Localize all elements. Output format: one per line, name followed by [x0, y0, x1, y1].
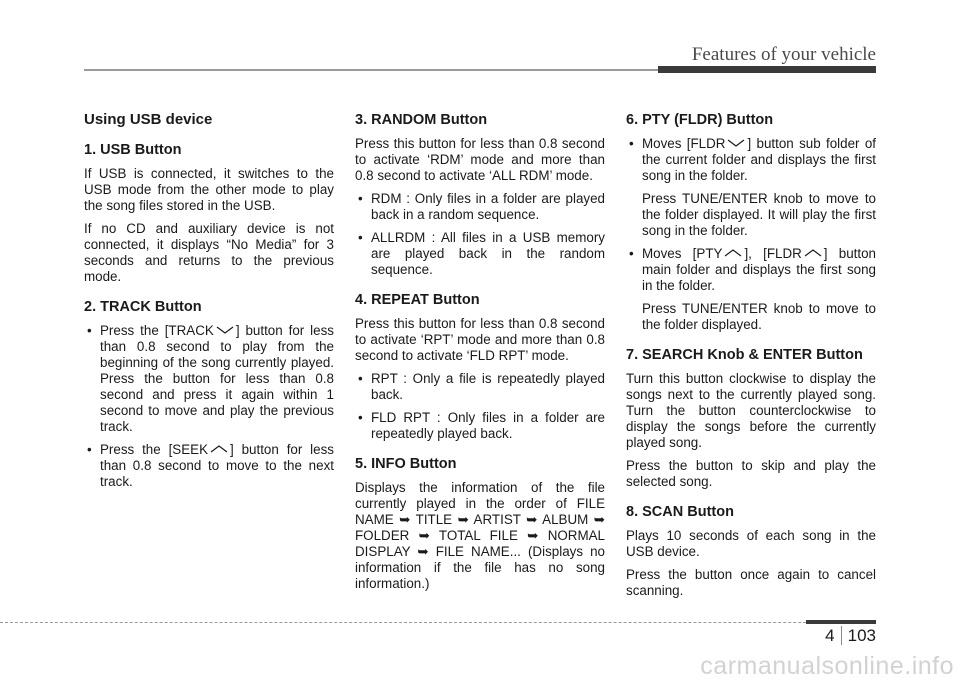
section-title: Using USB device	[84, 111, 213, 128]
chevron-up-icon	[804, 249, 822, 257]
repeat-bullet-2: • FLD RPT : Only files in a folder are repeatedly played back.	[355, 410, 605, 442]
chevron-up-icon	[724, 249, 742, 257]
pty-button-heading: 6. PTY (FLDR) Button	[626, 112, 774, 128]
footer-rule	[0, 622, 876, 623]
track-button-heading: 2. TRACK Button	[84, 299, 202, 315]
chevron-up-icon	[210, 445, 228, 453]
random-paragraph: Press this button for less than 0.8 second to activate ‘RDM’ mode and more than 0.8 second to activate ‘ALL RDM’ mode.	[355, 136, 605, 183]
pty-bullet-1-note: Press TUNE/ENTER knob to move to the folder displayed. It will play the first song in the folder.	[642, 191, 876, 238]
random-bullet-1: • RDM : Only files in a folder are played back in a random sequence.	[355, 191, 605, 223]
pty-bullet-2-note: Press TUNE/ENTER knob to move to the folder displayed.	[642, 301, 876, 332]
track-list	[84, 323, 334, 490]
pty-list-2	[626, 246, 876, 294]
repeat-bullet-1: • RPT : Only a file is repeatedly played back.	[355, 371, 605, 403]
scan-paragraph-2: Press the button once again to cancel scanning.	[626, 567, 876, 598]
info-button-heading: 5. INFO Button	[355, 456, 457, 472]
chevron-down-icon	[727, 139, 745, 147]
track-bullet-2: • Press the [SEEK ] button for less than 0.8 second to move to the next track.	[84, 442, 334, 490]
footer-rule-accent	[806, 620, 876, 624]
random-button-heading: 3. RANDOM Button	[355, 112, 488, 128]
page-number	[825, 626, 876, 646]
repeat-paragraph: Press this button for less than 0.8 second to activate ‘RPT’ mode and more than 0.8 second to activate ‘FLD RPT’ mode.	[355, 316, 605, 363]
usb-paragraph-1: If USB is connected, it switches to the USB mode from the other mode to play the song files stored in the USB.	[84, 166, 334, 213]
header-title: Features of your vehicle	[691, 44, 876, 65]
track-bullet-1: • Press the [TRACK ] button for less than 0.8 second to play from the beginning of the song currently played. Press the button for less than 0.8 second and press it again within 1 second to move and play the previous track.	[84, 323, 334, 435]
usb-button-heading: 1. USB Button	[84, 142, 182, 158]
chevron-down-icon	[216, 326, 234, 334]
pty-bullet-1: • Moves [FLDR ] button sub folder of the current folder and displays the first song in the folder.	[626, 136, 876, 184]
scan-paragraph-1: Plays 10 seconds of each song in the USB device.	[626, 528, 876, 559]
usb-paragraph-2: If no CD and auxiliary device is not connected, it displays “No Media” for 3 seconds and returns to the previous mode.	[84, 221, 334, 284]
column-1	[84, 112, 334, 497]
scan-button-heading: 8. SCAN Button	[626, 504, 734, 520]
random-list	[355, 191, 605, 278]
column-3	[626, 112, 876, 606]
search-paragraph-2: Press the button to skip and play the selected song.	[626, 458, 876, 489]
watermark: carmanualsonline.info	[700, 652, 954, 680]
page-number-value: 103	[847, 626, 876, 645]
repeat-button-heading: 4. REPEAT Button	[355, 292, 480, 308]
pty-list	[626, 136, 876, 184]
chapter-number: 4	[825, 626, 841, 645]
info-paragraph: Displays the information of the file currently played in the order of FILE NAME ➥ TITLE ➥ ARTIST ➥ ALBUM ➥ FOLDER ➥ TOTAL FILE ➥ NORMAL DISPLAY ➥ FILE NAME... (Displays no information if the file has no song information.)	[355, 480, 605, 591]
search-paragraph-1: Turn this button clockwise to display the songs next to the currently played song. Turn the button counterclockwise to display the songs before the currently played song.	[626, 371, 876, 450]
random-bullet-2: • ALLRDM : All files in a USB memory are played back in the random sequence.	[355, 230, 605, 278]
column-2	[355, 112, 605, 599]
search-knob-heading: 7. SEARCH Knob & ENTER Button	[626, 347, 863, 363]
pty-bullet-2: • Moves [PTY ], [FLDR ] button main folder and displays the first song in the folder.	[626, 246, 876, 294]
header-rule-accent	[658, 66, 876, 73]
repeat-list	[355, 371, 605, 442]
